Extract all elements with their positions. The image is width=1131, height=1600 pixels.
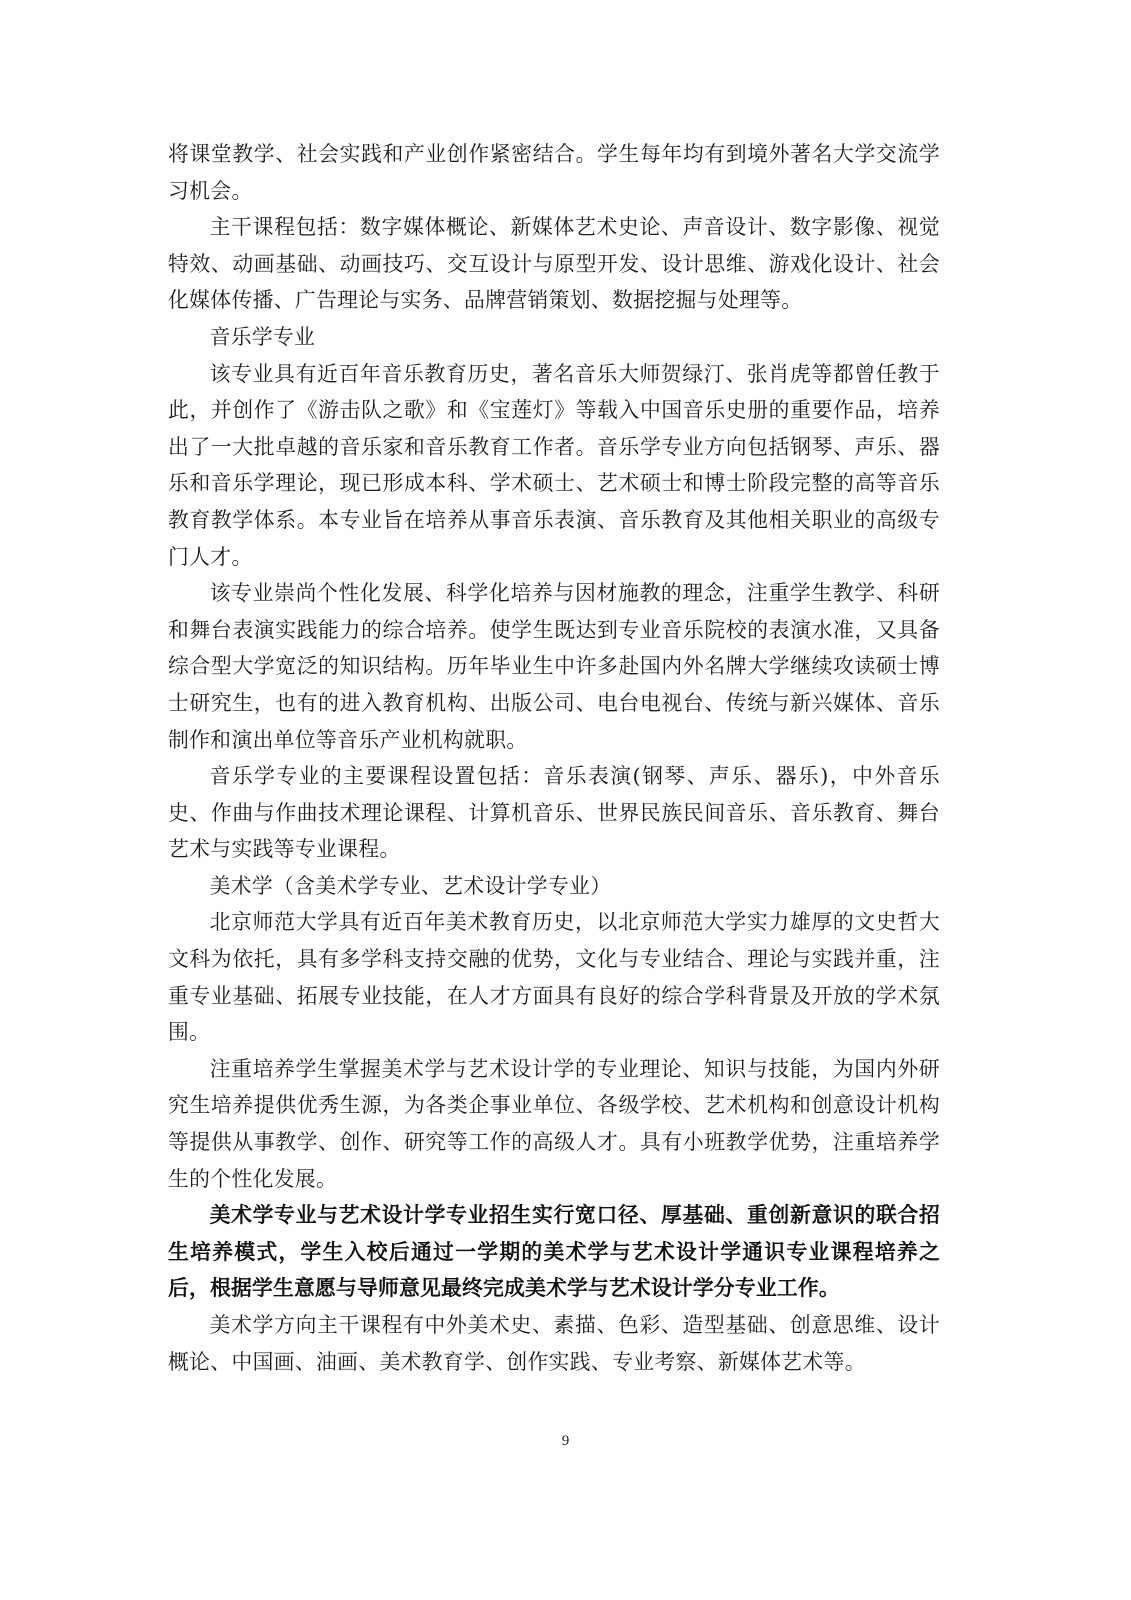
body-text: [168, 136, 940, 1380]
paragraph-music-courses: 音乐学专业的主要课程设置包括：音乐表演(钢琴、声乐、器乐)，中外音乐史、作曲与作曲技术理论课程、计算机音乐、世界民族民间音乐、音乐教育、舞台艺术与实践等专业课程。: [168, 764, 940, 862]
paragraph-fine-arts-history: 北京师范大学具有近百年美术教育历史，以北京师范大学实力雄厚的文史哲大文科为依托，具有多学科支持交融的优势，文化与专业结合、理论与实践并重，注重专业基础、拓展专业技能，在人才方面具有良好的综合学科背景及开放的学术氛围。: [168, 910, 940, 1045]
paragraph-fine-arts-goals: 注重培养学生掌握美术学与艺术设计学的专业理论、知识与技能，为国内外研究生培养提供优秀生源，为各类企事业单位、各级学校、艺术机构和创意设计机构等提供从事教学、创作、研究等工作的高级人才。具有小班教学优势，注重培养学生的个性化发展。: [168, 1056, 940, 1191]
page-number: 9: [561, 1433, 570, 1449]
paragraph-practice-exchange: 将课堂教学、社会实践和产业创作紧密结合。学生每年均有到境外著名大学交流学习机会。: [168, 142, 940, 203]
paragraph-fine-arts-courses: 美术学方向主干课程有中外美术史、素描、色彩、造型基础、创意思维、设计概论、中国画、油画、美术教育学、创作实践、专业考察、新媒体艺术等。: [168, 1313, 940, 1374]
section-heading-fine-arts: 美术学（含美术学专业、艺术设计学专业）: [209, 873, 612, 898]
paragraph-music-training: 该专业崇尚个性化发展、科学化培养与因材施教的理念，注重学生教学、科研和舞台表演实践能力的综合培养。使学生既达到专业音乐院校的表演水准，又具备综合型大学宽泛的知识结构。历年毕业生中许多赴国内外名牌大学继续攻读硕士博士研究生，也有的进入教育机构、出版公司、电台电视台、传统与新兴媒体、音乐制作和演出单位等音乐产业机构就职。: [168, 581, 940, 752]
paragraph-music-history: 该专业具有近百年音乐教育历史，著名音乐大师贺绿汀、张肖虎等都曾任教于此，并创作了《游击队之歌》和《宝莲灯》等载入中国音乐史册的重要作品，培养出了一大批卓越的音乐家和音乐教育工作者。音乐学专业方向包括钢琴、声乐、器乐和音乐学理论，现已形成本科、学术硕士、艺术硕士和博士阶段完整的高等音乐教育教学体系。本专业旨在培养从事音乐表演、音乐教育及其他相关职业的高级专门人才。: [168, 361, 940, 569]
paragraph-joint-admission-bold: 美术学专业与艺术设计学专业招生实行宽口径、厚基础、重创新意识的联合招生培养模式，学生入校后通过一学期的美术学与艺术设计学通识专业课程培养之后，根据学生意愿与导师意见最终完成美术学与艺术设计学分专业工作。: [168, 1203, 940, 1301]
section-heading-musicology: 音乐学专业: [209, 324, 316, 349]
paragraph-digital-media-courses: 主干课程包括：数字媒体概论、新媒体艺术史论、声音设计、数字影像、视觉特效、动画基础、动画技巧、交互设计与原型开发、设计思维、游戏化设计、社会化媒体传播、广告理论与实务、品牌营销策划、数据挖掘与处理等。: [168, 215, 940, 313]
